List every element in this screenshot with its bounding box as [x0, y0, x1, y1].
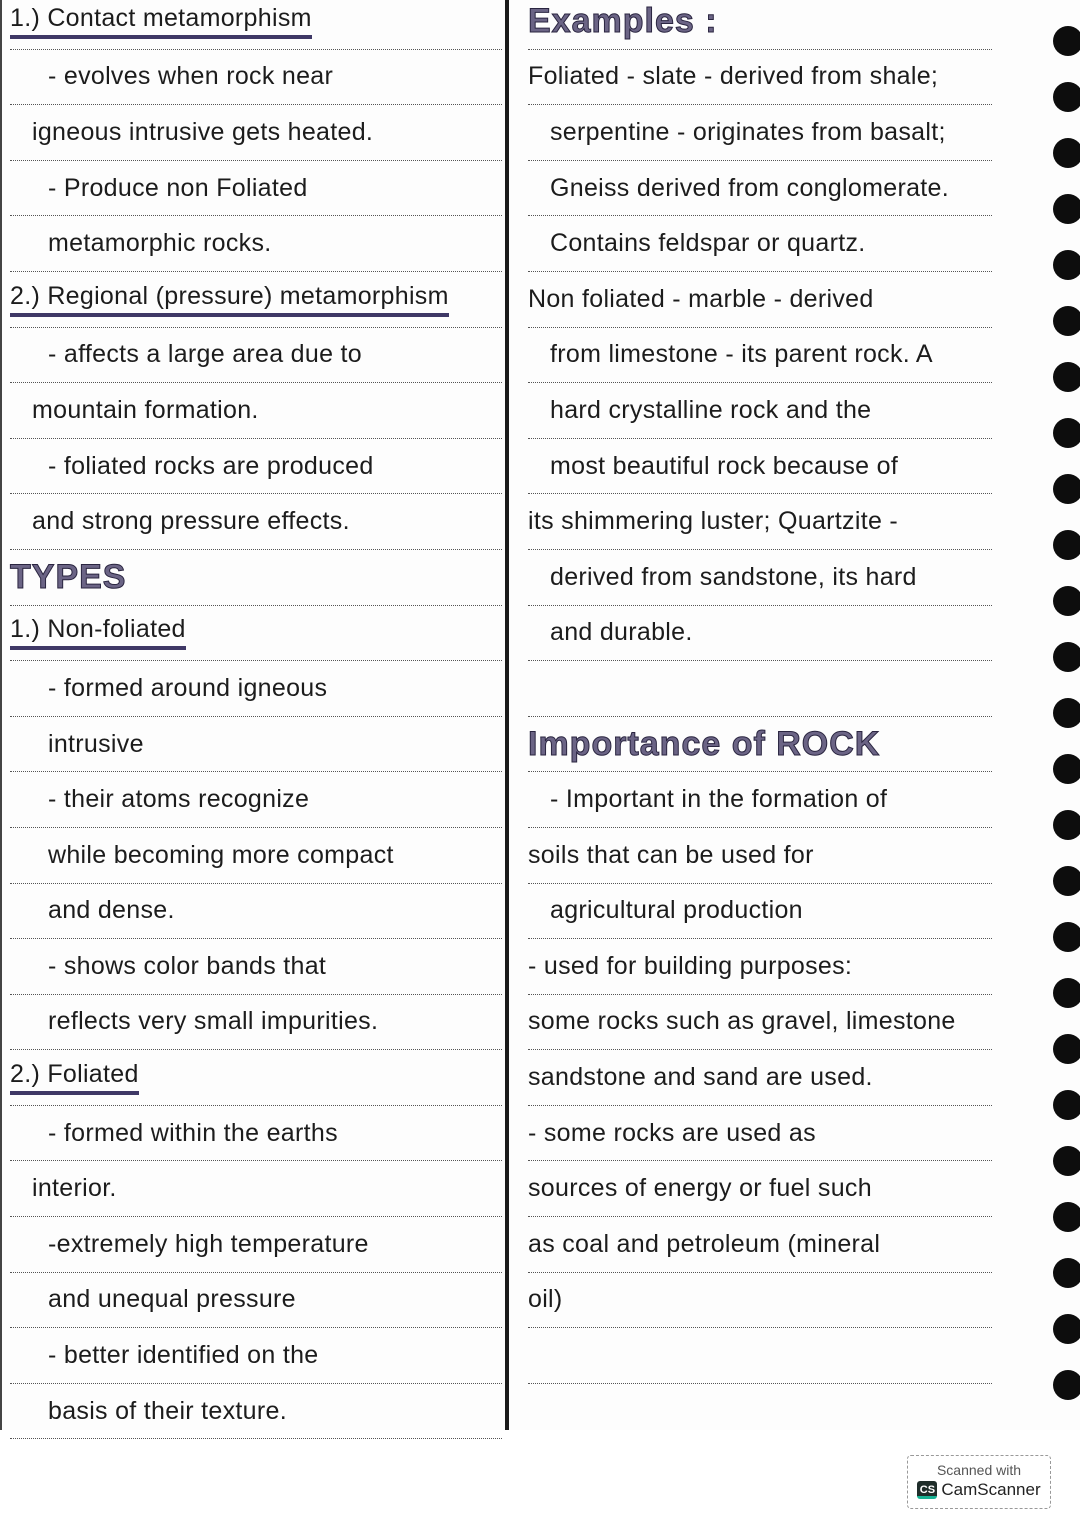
- note-text: interior.: [32, 1174, 117, 1203]
- binder-hole-icon: [1053, 530, 1080, 560]
- note-line: [10, 216, 502, 272]
- note-line: [10, 1217, 502, 1273]
- note-text: - affects a large area due to: [48, 340, 362, 369]
- binder-hole-icon: [1053, 922, 1080, 952]
- note-text: Non foliated - marble - derived: [528, 284, 874, 313]
- note-line: [10, 328, 502, 384]
- binder-hole-icon: [1053, 698, 1080, 728]
- note-text: metamorphic rocks.: [48, 229, 272, 258]
- camscanner-badge: [907, 1455, 1051, 1509]
- camscanner-logo-icon: CS: [917, 1481, 937, 1499]
- note-text: 1.) Non-foliated: [10, 615, 186, 650]
- binder-hole-icon: [1053, 586, 1080, 616]
- note-line: [528, 1050, 992, 1106]
- binder-hole-icon: [1053, 138, 1080, 168]
- note-line: [10, 1161, 502, 1217]
- note-text: and strong pressure effects.: [32, 507, 350, 536]
- scanned-with-label: Scanned with: [936, 1462, 1022, 1478]
- note-text: as coal and petroleum (mineral: [528, 1229, 881, 1258]
- note-text: and durable.: [550, 618, 693, 647]
- note-line: [528, 272, 992, 328]
- note-line: [10, 439, 502, 495]
- binder-hole-icon: [1053, 418, 1080, 448]
- note-line: [10, 1273, 502, 1329]
- note-text: -extremely high temperature: [48, 1229, 369, 1258]
- note-text: Importance of ROCK: [528, 724, 881, 763]
- section-heading: [528, 717, 992, 773]
- note-text: - formed within the earths: [48, 1118, 338, 1147]
- note-line: [528, 161, 992, 217]
- page-edge: [0, 0, 2, 1430]
- note-text: hard crystalline rock and the: [550, 395, 872, 424]
- note-text: igneous intrusive gets heated.: [32, 117, 374, 146]
- note-text: - formed around igneous: [48, 673, 328, 702]
- note-text: reflects very small impurities.: [48, 1007, 379, 1036]
- note-text: - shows color bands that: [48, 951, 327, 980]
- note-text: most beautiful rock because of: [550, 451, 899, 480]
- note-line: [528, 939, 992, 995]
- note-line: [528, 1328, 992, 1384]
- note-line: [10, 0, 502, 50]
- note-line: [528, 550, 992, 606]
- note-text: sources of energy or fuel such: [528, 1174, 872, 1203]
- note-text: - used for building purposes:: [528, 951, 853, 980]
- note-line: [10, 772, 502, 828]
- note-text: agricultural production: [550, 896, 803, 925]
- note-text: some rocks such as gravel, limestone: [528, 1007, 956, 1036]
- binder-hole-icon: [1053, 26, 1080, 56]
- note-text: and unequal pressure: [48, 1285, 296, 1314]
- binder-hole-icon: [1053, 642, 1080, 672]
- note-text: - some rocks are used as: [528, 1118, 816, 1147]
- binder-hole-icon: [1053, 82, 1080, 112]
- note-text: oil): [528, 1285, 563, 1314]
- note-line: [10, 828, 502, 884]
- note-text: Gneiss derived from conglomerate.: [550, 173, 949, 202]
- note-text: 1.) Contact metamorphism: [10, 4, 312, 39]
- note-text: 2.) Foliated: [10, 1060, 139, 1095]
- note-text: and dense.: [48, 896, 175, 925]
- note-line: [528, 772, 992, 828]
- binder-hole-icon: [1053, 754, 1080, 784]
- note-line: [528, 661, 992, 717]
- note-line: [10, 1050, 502, 1106]
- section-heading: [528, 0, 992, 50]
- binder-hole-icon: [1053, 362, 1080, 392]
- column-divider: [505, 0, 509, 1430]
- note-line: [528, 383, 992, 439]
- binder-hole-icon: [1053, 1258, 1080, 1288]
- right-column: [528, 0, 992, 1384]
- note-line: [10, 161, 502, 217]
- note-line: [10, 661, 502, 717]
- binder-hole-icon: [1053, 194, 1080, 224]
- note-line: [528, 1161, 992, 1217]
- note-text: - foliated rocks are produced: [48, 451, 374, 480]
- note-line: [528, 1217, 992, 1273]
- note-line: [10, 939, 502, 995]
- note-line: [10, 1328, 502, 1384]
- note-line: [528, 995, 992, 1051]
- note-text: - Produce non Foliated: [48, 173, 308, 202]
- binder-hole-icon: [1053, 1202, 1080, 1232]
- note-line: [10, 383, 502, 439]
- note-line: [10, 717, 502, 773]
- note-line: [528, 494, 992, 550]
- note-line: [10, 50, 502, 106]
- note-line: [528, 105, 992, 161]
- note-line: [10, 272, 502, 328]
- note-text: basis of their texture.: [48, 1396, 287, 1425]
- binder-hole-icon: [1053, 1146, 1080, 1176]
- note-line: [10, 494, 502, 550]
- note-line: [528, 1273, 992, 1329]
- note-line: [10, 105, 502, 161]
- note-text: soils that can be used for: [528, 840, 814, 869]
- note-text: TYPES: [10, 557, 127, 596]
- binder-hole-icon: [1053, 810, 1080, 840]
- note-line: [10, 606, 502, 662]
- note-line: [528, 1106, 992, 1162]
- note-line: [528, 828, 992, 884]
- note-line: [528, 439, 992, 495]
- note-line: [10, 1384, 502, 1440]
- note-line: [10, 1106, 502, 1162]
- left-column: [10, 0, 502, 1439]
- note-line: [528, 50, 992, 106]
- note-text: from limestone - its parent rock. A: [550, 340, 933, 369]
- binder-hole-icon: [1053, 978, 1080, 1008]
- note-text: its shimmering luster; Quartzite -: [528, 507, 899, 536]
- note-text: Examples :: [528, 1, 718, 40]
- note-text: - evolves when rock near: [48, 62, 334, 91]
- note-line: [528, 884, 992, 940]
- section-heading: [10, 550, 502, 606]
- note-text: - Important in the formation of: [550, 785, 888, 814]
- note-text: - better identified on the: [48, 1341, 319, 1370]
- binder-hole-icon: [1053, 866, 1080, 896]
- note-text: intrusive: [48, 729, 144, 758]
- binder-hole-icon: [1053, 1034, 1080, 1064]
- note-line: [528, 216, 992, 272]
- binder-hole-icon: [1053, 250, 1080, 280]
- note-text: serpentine - originates from basalt;: [550, 117, 946, 146]
- binder-hole-icon: [1053, 306, 1080, 336]
- note-text: sandstone and sand are used.: [528, 1063, 873, 1092]
- note-line: [10, 995, 502, 1051]
- note-text: - their atoms recognize: [48, 785, 310, 814]
- note-text: derived from sandstone, its hard: [550, 562, 917, 591]
- brand-label: CamScanner: [941, 1480, 1041, 1499]
- note-text: 2.) Regional (pressure) metamorphism: [10, 282, 449, 317]
- binder-hole-icon: [1053, 1090, 1080, 1120]
- binder-hole-icon: [1053, 1314, 1080, 1344]
- note-line: [10, 884, 502, 940]
- note-text: mountain formation.: [32, 395, 259, 424]
- note-text: while becoming more compact: [48, 840, 394, 869]
- note-text: Foliated - slate - derived from shale;: [528, 62, 939, 91]
- note-line: [528, 328, 992, 384]
- note-line: [528, 606, 992, 662]
- note-text: Contains feldspar or quartz.: [550, 229, 866, 258]
- binder-hole-icon: [1053, 474, 1080, 504]
- binder-hole-icon: [1053, 1370, 1080, 1400]
